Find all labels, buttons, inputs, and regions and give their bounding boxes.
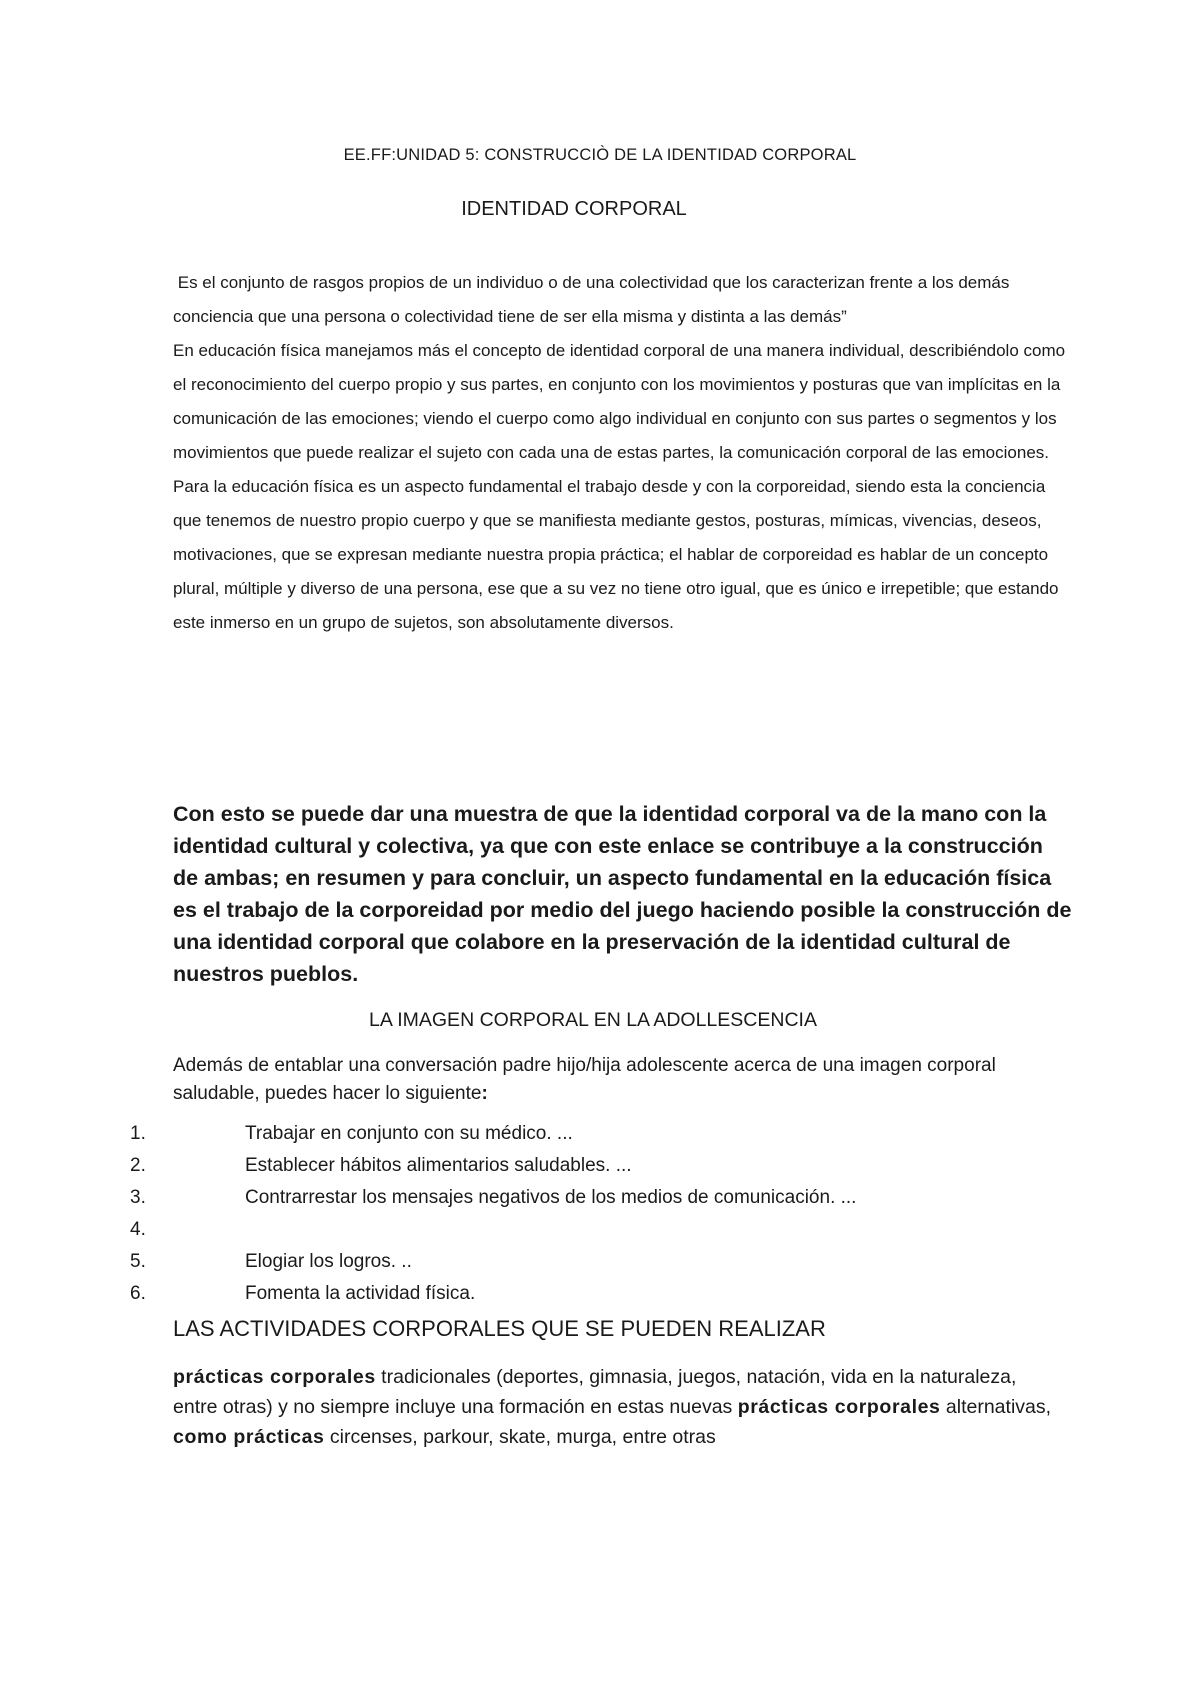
bold-term: prácticas corporales	[173, 1366, 376, 1388]
list-item-number: 1.	[130, 1123, 146, 1144]
list-item-text: Trabajar en conjunto con su médico. ...	[245, 1123, 573, 1144]
list-item-number: 6.	[130, 1283, 146, 1304]
imagen-intro-colon: :	[481, 1083, 488, 1104]
course-unit-header: EE.FF:UNIDAD 5: CONSTRUCCIÒ DE LA IDENTIDAD CORPORAL	[343, 146, 857, 164]
list-item	[0, 1214, 1200, 1246]
paragraph-text: alternativas,	[940, 1396, 1057, 1418]
section-title-imagen: LA IMAGEN CORPORAL EN LA ADOLLESCENCIA	[369, 1009, 817, 1031]
physical-education-paragraph: En educación física manejamos más el concepto de identidad corporal de una manera individual, describiéndolo como el reconocimiento del cuerpo propio y sus partes, en conjunto con los movimientos y posturas que van implícitas en la comunicación de las emociones; viendo el cuerpo como algo individual en conjunto con sus partes o segmentos y los movimientos que puede realizar el sujeto con cada una de estas partes, la comunicación corporal de las emociones.	[173, 341, 1066, 462]
list-item-text: Contrarrestar los mensajes negativos de los medios de comunicación. ...	[245, 1187, 857, 1208]
list-item	[0, 1118, 1200, 1150]
definition-paragraph: Es el conjunto de rasgos propios de un individuo o de una colectividad que los caracterizan frente a los demás	[173, 273, 1010, 292]
paragraph-text: tradicionales (deportes, gimnasia, juegos, natación, vida en la naturaleza, entre otras) y no siempre incluye una formación en estas nuevas	[173, 1366, 1022, 1418]
intro-section	[173, 266, 1073, 640]
bold-term: prácticas corporales	[737, 1396, 941, 1418]
actividades-paragraph	[173, 1362, 1057, 1452]
bold-term: como prácticas	[173, 1426, 325, 1448]
imagen-intro-paragraph	[173, 1052, 1073, 1108]
list-item-text: Establecer hábitos alimentarios saludables. ...	[245, 1155, 632, 1176]
imagen-intro-text: Además de entablar una conversación padre hijo/hija adolescente acerca de una imagen corporal saludable, puedes hacer lo siguiente	[173, 1055, 996, 1104]
corporeality-paragraph: Para la educación física es un aspecto fundamental el trabajo desde y con la corporeidad, siendo esta la conciencia que tenemos de nuestro propio cuerpo y que se manifiesta mediante gestos, posturas, mímicas, vivencias, deseos, motivaciones, que se expresan mediante nuestra propia práctica; el hablar de corporeidad es hablar de un concepto plural, múltiple y diverso de una persona, ese que a su vez no tiene otro igual, que es único e irrepetible; que estando este inmerso en un grupo de sujetos, son absolutamente diversos.	[173, 477, 1059, 632]
awareness-paragraph: conciencia que una persona o colectividad tiene de ser ella misma y distinta a las demás”	[173, 307, 847, 326]
section-title-actividades: LAS ACTIVIDADES CORPORALES QUE SE PUEDEN REALIZAR	[173, 1316, 826, 1341]
tips-list	[0, 1118, 1200, 1310]
list-item-number: 2.	[130, 1155, 146, 1176]
list-item-text: Elogiar los logros. ..	[245, 1251, 412, 1272]
paragraph-text: circenses, parkour, skate, murga, entre otras	[324, 1426, 716, 1448]
list-item-number: 3.	[130, 1187, 146, 1208]
list-item	[0, 1150, 1200, 1182]
list-item	[0, 1246, 1200, 1278]
list-item	[0, 1182, 1200, 1214]
list-item	[0, 1278, 1200, 1310]
list-item-number: 4.	[130, 1219, 146, 1240]
list-item-number: 5.	[130, 1251, 146, 1272]
conclusion-paragraph: Con esto se puede dar una muestra de que la identidad corporal va de la mano con la identidad cultural y colectiva, ya que con este enlace se contribuye a la construcción de ambas; en resumen y para concluir, un aspecto fundamental en la educación física es el trabajo de la corporeidad por medio del juego haciendo posible la construcción de una identidad corporal que colabore en la preservación de la identidad cultural de nuestros pueblos.	[173, 802, 1072, 986]
page-title: IDENTIDAD CORPORAL	[461, 198, 687, 220]
list-item-text: Fomenta la actividad física.	[245, 1283, 476, 1304]
